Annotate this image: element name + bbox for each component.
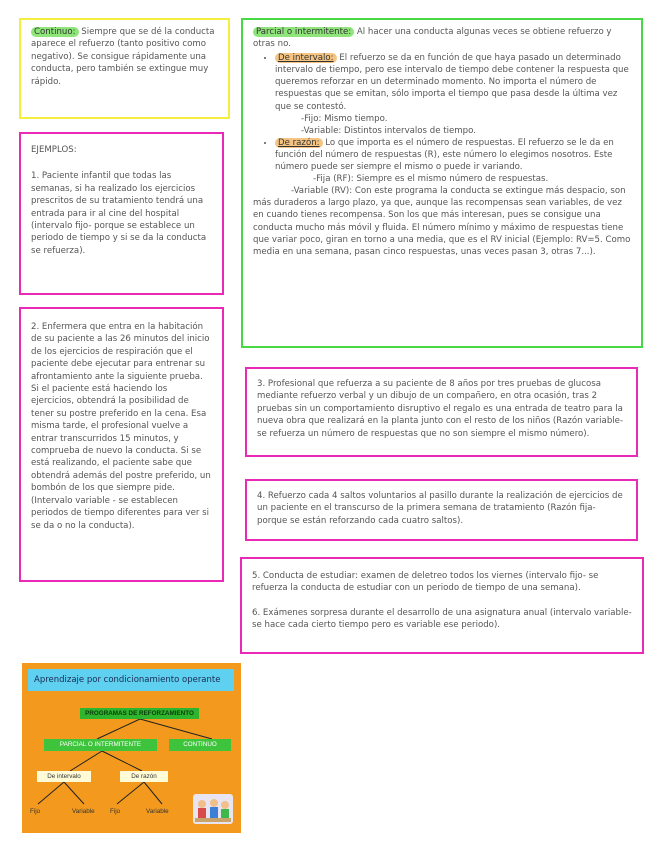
example-5: 5. Conducta de estudiar: examen de deletreo todos los viernes (intervalo fijo- se refuerza la conducta de estudiar con un periodo de tiempo de una semana). (252, 571, 599, 594)
ejemplos-heading: EJEMPLOS: (31, 145, 77, 155)
razon-variable (253, 185, 631, 258)
list-item (275, 52, 631, 137)
intervalo-variable: -Variable: Distintos intervalos de tiempo. (301, 125, 476, 136)
parcial-list (253, 52, 631, 185)
continuo-term: Continuo: (31, 27, 79, 37)
example-2-box (19, 307, 224, 582)
intervalo-fijo: -Fijo: Mismo tiempo. (301, 113, 388, 124)
continuo-box (19, 18, 230, 119)
leaf-variable-intervalo: Variable (72, 808, 95, 815)
razon-variable-text: -Variable (RV): Con este programa la conducta se extingue más despacio, son más duraderos a largo plazo, ya que, aunque las recompensas sean variables, de vez en cuando tienes recompensa. Son los que más interesan, pues se consigue una conducta mucho más móvil y fluida. El número mínimo y máximo de respuestas tiene que variar poco, giran en torno a una media, que es el RV inicial (Ejemplo: RV=5. Como media en una semana, pasan cinco respuestas, unas veces pasan 3, otras 7...). (253, 186, 631, 257)
node-continuo: CONTINUO (169, 739, 231, 751)
example-3-box (245, 367, 638, 457)
list-item (275, 137, 631, 185)
node-razon: De razón (120, 771, 168, 782)
example-5-6-box (240, 557, 644, 654)
ejemplos-box (19, 132, 224, 295)
continuo-paragraph (31, 26, 218, 88)
example-4-box (245, 479, 638, 541)
parcial-intro-text: Al hacer una conducta algunas veces se obtiene refuerzo y otras no. (253, 27, 612, 50)
example-4: 4. Refuerzo cada 4 saltos voluntarios al pasillo durante la realización de ejercicios de un paciente en el transcurso de la primera semana de tratamiento (Razón fija- porque se están reforzando cada cuatro saltos). (257, 491, 623, 526)
example-1: 1. Paciente infantil que todas las semanas, si ha realizado los ejercicios prescritos de su tratamiento tendrá una entrada para ir al cine del hospital (intervalo fijo- porque se establece un periodo de tiempo y si se da la conducta se refuerza). (31, 171, 207, 256)
node-parcial: PARCIAL O INTERMITENTE (44, 739, 157, 751)
razon-text: Lo que importa es el número de respuestas. El refuerzo se le da en función del número de respuestas (R), este número lo elegimos nosotros. Este número puede ser siempre el mismo o puede ir variando. (275, 137, 614, 173)
razon-fija: -Fija (RF): Siempre es el mismo número de respuestas. (313, 174, 549, 185)
leaf-fijo-razon: Fijo (110, 808, 121, 815)
example-6: 6. Exámenes sorpresa durante el desarrollo de una asignatura anual (intervalo variable- se hace cada cierto tiempo pero es variable ese periodo). (252, 607, 632, 631)
example-2: 2. Enfermera que entra en la habitación de su paciente a las 26 minutos del inicio de los ejercicios de respiración que el paciente debe ejecutar para entrenar su afrontamiento ante la siguiente prueba. Si el paciente está haciendo los ejercicios, obtendrá la posibilidad de tener su postre preferido en la cena. Esa misma tarde, el profesional vuelve a entrar transcurridos 15 minutos, y comprueba de nuevo la conducta. Si se está realizando, el paciente sabe que obtendrá además del postre preferido, un bombón de los que siempre pide. (Intervalo variable - se establecen periodos de tiempo diferentes para ver si se da o no la conducta). (31, 322, 211, 531)
node-programas: PROGRAMAS DE REFORZAMIENTO (80, 708, 199, 719)
continuo-text: Siempre que se dé la conducta aparece el refuerzo (tanto positivo como negativo). Se consigue rápidamente una conducta, pero también se extingue muy rápido. (31, 27, 215, 87)
example-3: 3. Profesional que refuerza a su paciente de 8 años por tres pruebas de glucosa mediante refuerzo verbal y un dibujo de un compañero, en otra ocasión, tras 2 pruebas sin un comportamiento disruptivo el regalo es una entrada de teatro para la nueva obra que realizará en la planta junto con el resto de los niños (Razón variable- se refuerza un número de respuestas que no son siempre el mismo número). (257, 379, 624, 439)
parcial-term: Parcial o intermitente: (253, 27, 354, 37)
parcial-box (241, 18, 643, 348)
intervalo-text: El refuerzo se da en función de que haya pasado un determinado intervalo de tiempo, pero ese intervalo de tiempo debe contener la respuesta que queremos reforzar en un determinado momento. No importa el número de respuestas que se emitan, sólo importa el tiempo que pasa desde la última vez que se contestó. (275, 53, 629, 112)
parcial-intro (253, 26, 631, 50)
razon-term: De razón: (275, 138, 323, 148)
node-intervalo: De intervalo (37, 771, 91, 782)
reinforcement-diagram (22, 663, 241, 833)
children-clipart-image (193, 794, 233, 824)
diagram-title: Aprendizaje por condicionamiento operante (28, 669, 234, 691)
leaf-fijo-intervalo: Fijo (30, 808, 41, 815)
intervalo-term: De intervalo: (275, 53, 337, 63)
leaf-variable-razon: Variable (146, 808, 169, 815)
